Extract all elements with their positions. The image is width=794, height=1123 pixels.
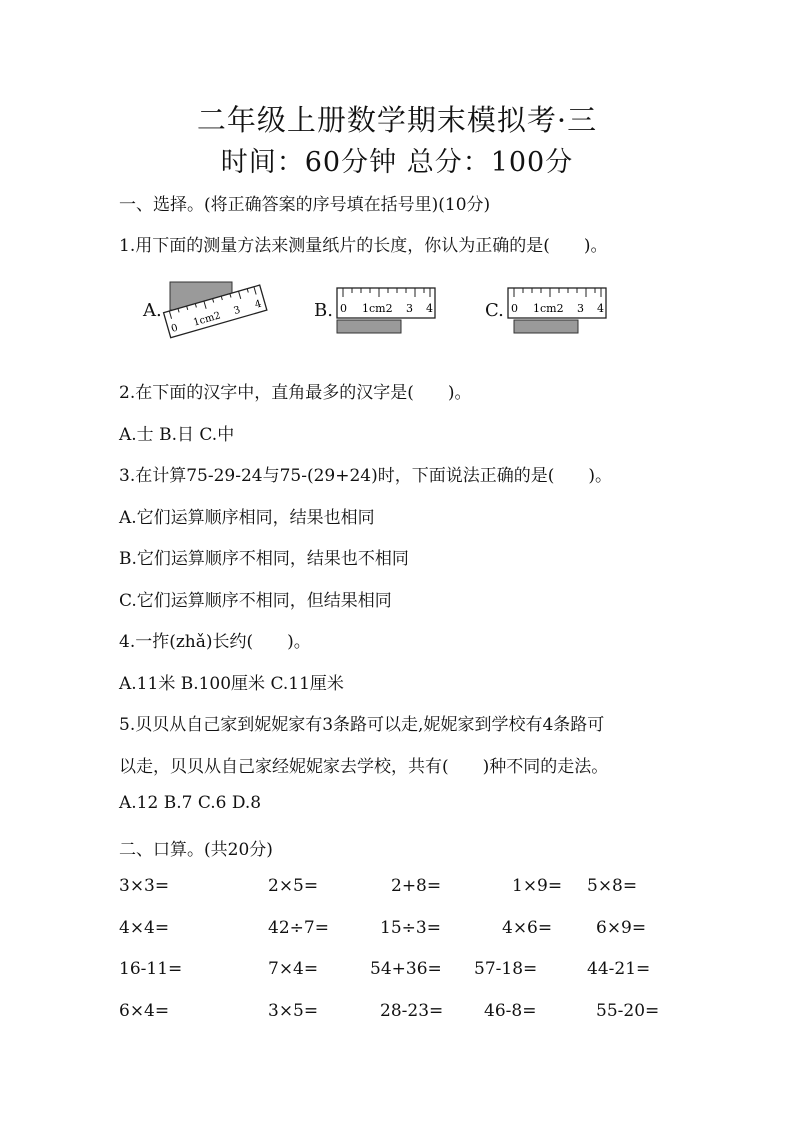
calc-item: 3×5= [268,1001,319,1021]
calc-item: 44-21= [587,959,651,979]
ruler-b-tick-0: 0 [340,302,347,315]
ruler-a-tick-4: 4 [253,298,263,311]
question-5-options: A.12 B.7 C.6 D.8 [119,793,262,813]
calc-item: 6×4= [119,1001,170,1021]
question-1: 1.用下面的测量方法来测量纸片的长度，你认为正确的是( )。 [119,236,608,256]
section1-heading: 一、选择。(将正确答案的序号填在括号里)(10分) [119,195,491,215]
section2-heading: 二、口算。(共20分) [119,840,273,860]
calc-item: 55-20= [596,1001,660,1021]
question-4: 4.一拃(zhǎ)长约( )。 [119,632,311,652]
calc-item: 16-11= [119,959,183,979]
ruler-c-tick-4: 4 [597,302,604,315]
question-3: 3.在计算75-29-24与75-(29+24)时，下面说法正确的是( )。 [119,466,613,486]
calc-item: 6×9= [596,918,647,938]
option-b-letter: B. [314,300,333,321]
question-2-options: A.士 B.日 C.中 [119,425,235,445]
ruler-c-tick-1: 1cm2 [533,302,564,315]
page-title: 二年级上册数学期末模拟考·三 [196,103,598,137]
calc-item: 5×8= [587,876,638,896]
calc-item: 2×5= [268,876,319,896]
ruler-c-tick-3: 3 [577,302,584,315]
ruler-option-c-figure [504,284,610,336]
ruler-b-tick-4: 4 [426,302,433,315]
calc-item: 4×6= [502,918,553,938]
calc-item: 57-18= [474,959,538,979]
calc-item: 28-23= [380,1001,444,1021]
ruler-a-tick-0: 0 [170,322,180,335]
ruler-b-tick-1: 1cm2 [362,302,393,315]
ruler-a-tick-1: 1cm2 [192,310,222,329]
option-a-letter: A. [143,300,162,321]
calc-item: 2+8= [391,876,442,896]
calc-item: 7×4= [268,959,319,979]
question-3-option-c: C.它们运算顺序不相同，但结果相同 [119,591,392,611]
paper-strip-c [514,320,578,333]
ruler-option-a-figure [162,278,272,344]
exam-info: 时间：60分钟 总分：100分 [220,147,574,178]
calc-item: 15÷3= [380,918,441,938]
calc-item: 4×4= [119,918,170,938]
option-c-letter: C. [485,300,504,321]
question-3-option-a: A.它们运算顺序相同，结果也相同 [119,508,375,528]
question-4-options: A.11米 B.100厘米 C.11厘米 [119,674,344,694]
question-5-line-1: 5.贝贝从自己家到妮妮家有3条路可以走,妮妮家到学校有4条路可 [119,715,605,735]
calc-item: 54+36= [370,959,442,979]
question-2: 2.在下面的汉字中，直角最多的汉字是( )。 [119,383,472,403]
question-3-option-b: B.它们运算顺序不相同，结果也不相同 [119,549,409,569]
ruler-b-tick-3: 3 [406,302,413,315]
ruler-a-tick-3: 3 [232,304,242,318]
paper-strip-b [337,320,401,333]
ruler-c-tick-0: 0 [511,302,518,315]
calc-item: 42÷7= [268,918,329,938]
calc-item: 46-8= [484,1001,537,1021]
ruler-option-b-figure [333,284,439,336]
question-5-line-2: 以走，贝贝从自己家经妮妮家去学校，共有( )种不同的走法。 [119,757,609,777]
calc-item: 1×9= [512,876,563,896]
calc-item: 3×3= [119,876,170,896]
